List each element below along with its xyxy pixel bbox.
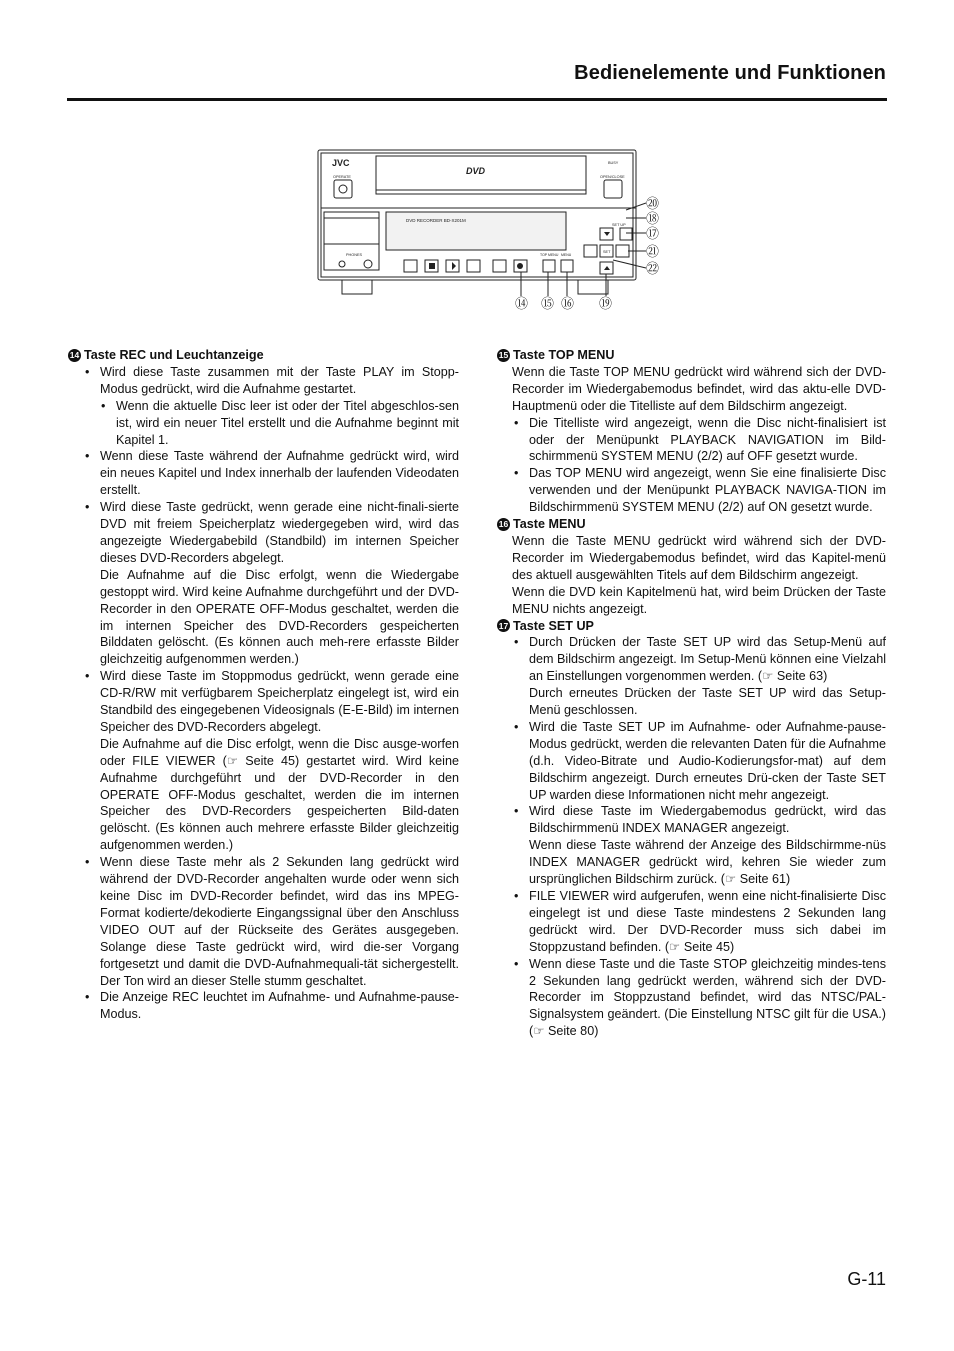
paragraph: Wenn die Taste MENU gedrückt wird während sich der DVD-Recorder im Wiedergabemodus befindet, wird das Kapitel-menü des aktuell ausgewählten Titels auf dem Bildschirm angezeigt. xyxy=(512,533,886,582)
setup-bullet-list xyxy=(497,634,886,1040)
list-item-continuation: Die Aufnahme auf die Disc erfolgt, wenn die Disc ausge-worfen oder FILE VIEWER (☞ Seite 45) gestartet wird. Wird keine Aufnahme durchgeführt und der DVD-Recorder in den OPERATE OFF-Modus geschaltet, werden die im internen Speicher des DVD-Recorders gespeicherten Bild-daten gelöscht. (Es können auch mehrere erfasste Bilder gleichzeitig aufgenommen werden.) xyxy=(100,736,459,853)
callout-number: 17 xyxy=(498,620,509,631)
set-label: SET xyxy=(603,250,611,254)
list-item: • FILE VIEWER wird aufgerufen, wenn eine nicht-finalisierte Disc eingelegt ist und diese Taste mindestens 2 Sekunden lang gedrückt wird. Der DVD-Recorder muss sich dabei im Stoppzustand befinden. (☞ Seite 45) xyxy=(497,888,886,956)
list-item: • Wenn die aktuelle Disc leer ist oder der Titel abgeschlos-sen ist, wird ein neuer Titel erstellt und die Aufnahme beginnt mit Kapitel 1. xyxy=(68,398,459,449)
callout-number: 14 xyxy=(69,350,80,360)
page-title: Bedienelemente und Funktionen xyxy=(574,62,886,84)
dvd-recorder-front-panel-illustration xyxy=(316,148,660,313)
list-item: • Wird die Taste SET UP im Aufnahme- oder Aufnahme-pause-Modus gedrückt, werden die relevanten Daten für die Aufnahme (d.h. Video-Bitrate und Audio-Kodierungsfor-mat) auf dem Bildschirm angezeigt. Durch erneutes Drü-cken der Taste SET UP warden diese Informationen nicht mehr angezeigt. xyxy=(497,719,886,804)
list-item: • Wird diese Taste im Wiedergabemodus gedrückt, wird das Bildschirmmenü INDEX MANAGER angezeigt. xyxy=(497,803,886,837)
list-item: • Das TOP MENU wird angezeigt, wenn Sie eine finalisierte Disc verwenden und der Menüpunkt PLAYBACK NAVIGA-TION im Bildschirmmenü SYSTEM MENU (2/2) auf ON gesetzt wurde. xyxy=(497,465,886,516)
list-item: • Wird diese Taste gedrückt, wenn gerade eine nicht-finali-sierte DVD mit freiem Speicherplatz wiedergegeben wird, wird das angezeigte Wiedergabebild (Standbild) im internen Speicher dieses DVD-Recorders abgelegt. xyxy=(68,499,459,567)
paragraph: Wenn die Taste TOP MENU gedrückt wird während sich der DVD-Recorder im Wiedergabemodus befindet, wird das aktu-elle DVD-Hauptmenü oder die Titelliste auf dem Bildschirm angezeigt. xyxy=(512,364,886,413)
left-column xyxy=(68,347,459,1023)
list-item: • Wird diese Taste im Stoppmodus gedrückt, wenn gerade eine CD-R/RW mit verfügbarem Speicherplatz eingelegt ist, wird ein Standbild des eingegebenen Videosignals (E-E-Bild) im internen Speicher des DVD-Recorders abgelegt. xyxy=(68,668,459,736)
list-item: • Wenn diese Taste während der Aufnahme gedrückt wird, wird ein neues Kapitel und Index innerhalb der laufenden Videodaten erstellt. xyxy=(68,448,459,499)
callout-21: ㉑ xyxy=(646,245,660,260)
list-item: • Die Anzeige REC leuchtet im Aufnahme- und Aufnahme-pause-Modus. xyxy=(68,989,459,1023)
list-item-continuation: Wenn diese Taste während der Anzeige des Bildschirmme-nüs INDEX MANAGER gedrückt wird, kehren Sie wieder zum ursprünglichen Bildschirm zurück. (☞ Seite 61) xyxy=(529,838,886,887)
section-menu-title: 16 Taste MENU xyxy=(498,517,586,532)
header-rule xyxy=(67,98,887,101)
list-item: • Durch Drücken der Taste SET UP wird das Setup-Menü auf dem Bildschirm angezeigt. Im Setup-Menü können eine Vielzahl an Einstellungen vorgenommen werden. (☞ Seite 63) xyxy=(497,634,886,685)
brand-logo: JVC xyxy=(332,158,350,168)
busy-label: BUSY xyxy=(608,161,619,165)
callout-number: 15 xyxy=(498,350,509,360)
panel-model-text: DVD RECORDER BD-X201M xyxy=(406,218,466,223)
list-item-continuation: Die Aufnahme auf die Disc erfolgt, wenn die Wiedergabe gestoppt wird. Wird keine Aufnahme durchgeführt und der DVD-Recorder in den OPERATE OFF-Modus geschaltet, werden die im internen Speicher des DVD-Recorders gespeicherten Bilddaten gelöscht. (Es können auch meh-rere erfasste Bilder gleichzeitig aufgenommen werden.) xyxy=(100,567,459,667)
right-column xyxy=(497,347,886,1040)
top-menu-label: TOP MENU xyxy=(540,253,559,257)
callout-15: ⑮ xyxy=(541,297,555,312)
list-item: • Wenn diese Taste mehr als 2 Sekunden lang gedrückt wird während der DVD-Recorder angehalten wurde oder wenn sich keine Disc im DVD-Recorder befindet, wird das ins MPEG-Format kodierte/dekodierte Eingangssignal über den Anschluss VIDEO OUT auf der Rückseite des Gerätes ausgegeben. Solange diese Taste gedrückt wird, wird die-ser Vorgang fortgesetzt und damit die DVD-Aufnahmequali-tät sichergestellt. Der Ton wird an dieser Stelle stumm geschaltet. xyxy=(68,854,459,989)
callout-16: ⑯ xyxy=(561,297,575,312)
operate-label: OPERATE xyxy=(333,175,351,179)
section-top-menu-title: 15 Taste TOP MENU xyxy=(498,348,615,362)
list-item: • Die Titelliste wird angezeigt, wenn die Disc nicht-finalisiert ist oder der Menüpunkt PLAYBACK NAVIGATION im Bild-schirmmenü SYSTEM MENU (2/2) auf OFF gesetzt wurde. xyxy=(497,415,886,466)
callout-20: ⑳ xyxy=(646,197,660,212)
callout-14: ⑭ xyxy=(515,297,529,312)
list-item: • Wenn diese Taste und die Taste STOP gleichzeitig mindes-tens 2 Sekunden lang gedrückt werden, während sich der DVD-Recorder im Stoppzustand befindet, wird das NTSC/PAL-Signalsystem geändert. (Die Einstellung NTSC gilt für die USA.) (☞ Seite 80) xyxy=(497,956,886,1041)
list-item: • Wird diese Taste zusammen mit der Taste PLAY im Stopp-Modus gedrückt, wird die Aufnahme gestartet. xyxy=(68,364,459,398)
paragraph: Wenn die DVD kein Kapitelmenü hat, wird beim Drücken der Taste MENU nichts angezeigt. xyxy=(512,584,886,616)
section-rec-title: 14 Taste REC und Leuchtanzeige xyxy=(69,348,264,362)
phones-label: PHONES xyxy=(346,253,363,257)
section-setup-title: 17 Taste SET UP xyxy=(498,618,594,633)
setup-label: SET UP xyxy=(612,223,626,227)
top-menu-bullet-list xyxy=(497,415,886,516)
open-close-label: OPEN/CLOSE xyxy=(600,175,625,179)
callout-18: ⑱ xyxy=(646,212,660,227)
rec-bullet-list xyxy=(68,364,459,1023)
callout-17: ⑰ xyxy=(646,227,660,242)
page-number: G-11 xyxy=(847,1269,886,1289)
callout-19: ⑲ xyxy=(599,297,613,312)
callout-number: 16 xyxy=(498,519,509,530)
list-item-continuation: Durch erneutes Drücken der Taste SET UP wird das Setup-Menü geschlossen. xyxy=(529,686,886,718)
dvd-logo: DVD xyxy=(466,166,486,176)
menu-label: MENU xyxy=(561,253,572,257)
callout-22: ㉒ xyxy=(646,262,660,277)
